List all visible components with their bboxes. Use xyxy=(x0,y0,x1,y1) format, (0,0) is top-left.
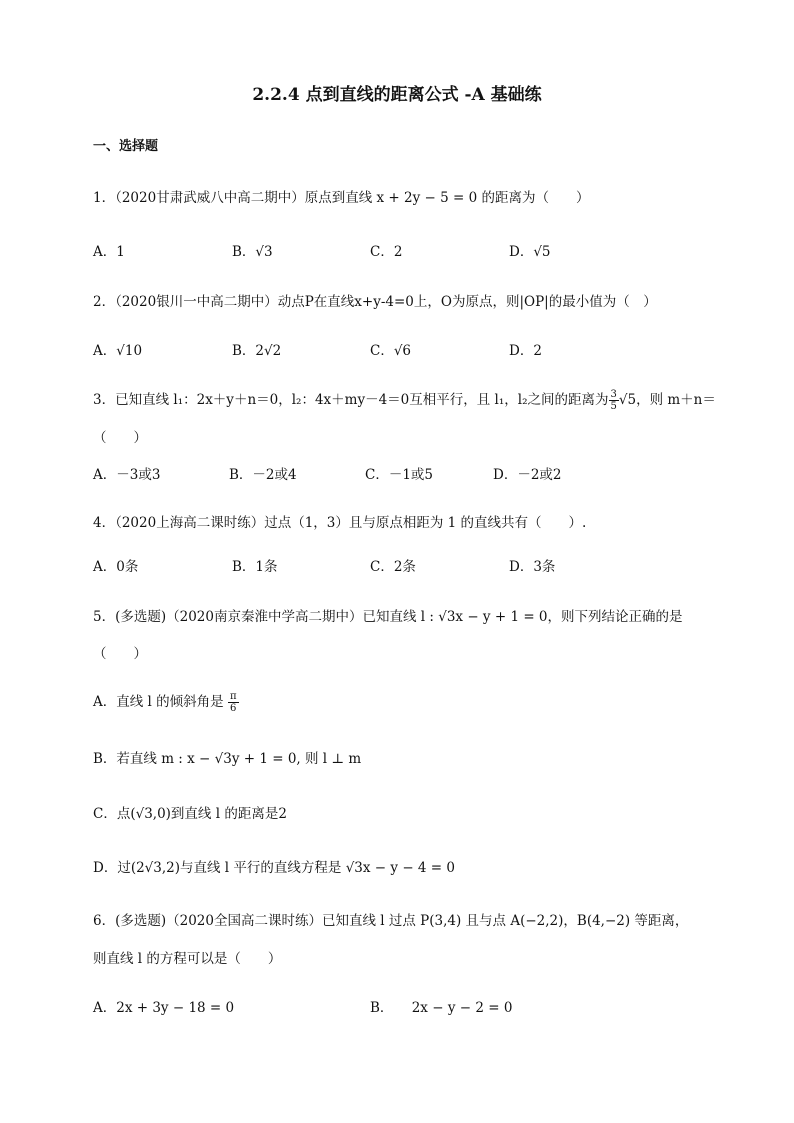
question-1-stem: 1．（2020甘肃武威八中高二期中）原点到直线 x + 2y − 5 = 0 的距离为（ ） xyxy=(93,190,590,206)
question-3-fraction xyxy=(609,389,619,412)
question-4-option-b: B．1条 xyxy=(232,559,278,575)
question-6-option-a: A．2x + 3y − 18 = 0 xyxy=(93,1000,235,1016)
question-5-stem: 5．(多选题)（2020南京秦淮中学高二期中）已知直线 l : √3x − y + 1 = 0，则下列结论正确的是 xyxy=(93,609,683,625)
question-2-option-a: A．√10 xyxy=(93,343,143,359)
question-5-stem-line2: （ ） xyxy=(93,646,147,662)
question-3-option-a: A．－3或3 xyxy=(93,467,161,483)
question-5-option-a xyxy=(93,690,239,714)
question-5-fraction-denominator: 6 xyxy=(230,703,237,714)
question-6-stem: 6．(多选题)（2020全国高二课时练）已知直线 l 过点 P(3,4) 且与点 A(−2,2)，B(4,−2) 等距离， xyxy=(93,913,689,929)
question-6-option-b-label: B． xyxy=(370,1000,394,1016)
question-3-option-b: B．－2或4 xyxy=(229,467,297,483)
question-2-option-b: B．2√2 xyxy=(232,343,282,359)
question-2-option-d: D．2 xyxy=(509,343,542,359)
question-6-stem-line2: 则直线 l 的方程可以是（ ） xyxy=(93,951,282,967)
question-3-stem xyxy=(93,388,716,412)
question-6-option-b-equation: 2x − y − 2 = 0 xyxy=(411,1000,513,1016)
question-3-fraction-denominator: 5 xyxy=(610,401,617,412)
question-5-option-a-fraction xyxy=(228,691,239,714)
question-4-option-c: C．2条 xyxy=(370,559,416,575)
question-3-stem-part2: √5，则 m＋n＝ xyxy=(618,392,716,408)
question-5-fraction-numerator: π xyxy=(229,691,237,702)
question-3-stem-line2: （ ） xyxy=(93,430,147,446)
section-heading: 一、选择题 xyxy=(93,139,159,154)
question-5-option-b: B．若直线 m : x − √3y + 1 = 0, 则 l ⊥ m xyxy=(93,751,362,767)
question-1-option-b: B．√3 xyxy=(232,244,273,260)
question-2-stem: 2．（2020银川一中高二期中）动点P在直线x+y-4=0上，O为原点，则|OP|的最小值为（ ） xyxy=(93,294,657,310)
question-1-option-a: A．1 xyxy=(93,244,125,260)
question-4-stem: 4．（2020上海高二课时练）过点（1，3）且与原点相距为 1 的直线共有（ ）. xyxy=(93,515,587,531)
question-6-option-b xyxy=(370,996,512,1016)
page-title: 2.2.4 点到直线的距离公式 -A 基础练 xyxy=(252,85,542,105)
question-3-option-d: D．－2或2 xyxy=(493,467,562,483)
question-5-option-c: C．点(√3,0)到直线 l 的距离是2 xyxy=(93,806,287,822)
question-1-option-d: D．√5 xyxy=(509,244,551,260)
question-3-stem-part1: 3．已知直线 l₁：2x＋y＋n＝0，l₂：4x＋my－4＝0互相平行，且 l₁，l₂之间的距离为 xyxy=(93,392,609,408)
question-5-option-a-text: A．直线 l 的倾斜角是 xyxy=(93,694,224,710)
question-1-option-c: C．2 xyxy=(370,244,403,260)
question-4-option-a: A．0条 xyxy=(93,559,139,575)
question-5-option-d: D．过(2√3,2)与直线 l 平行的直线方程是 √3x − y − 4 = 0 xyxy=(93,860,456,876)
question-3-fraction-numerator: 3 xyxy=(610,389,617,400)
question-2-option-c: C．√6 xyxy=(370,343,412,359)
question-4-option-d: D．3条 xyxy=(509,559,556,575)
question-3-option-c: C．－1或5 xyxy=(365,467,434,483)
